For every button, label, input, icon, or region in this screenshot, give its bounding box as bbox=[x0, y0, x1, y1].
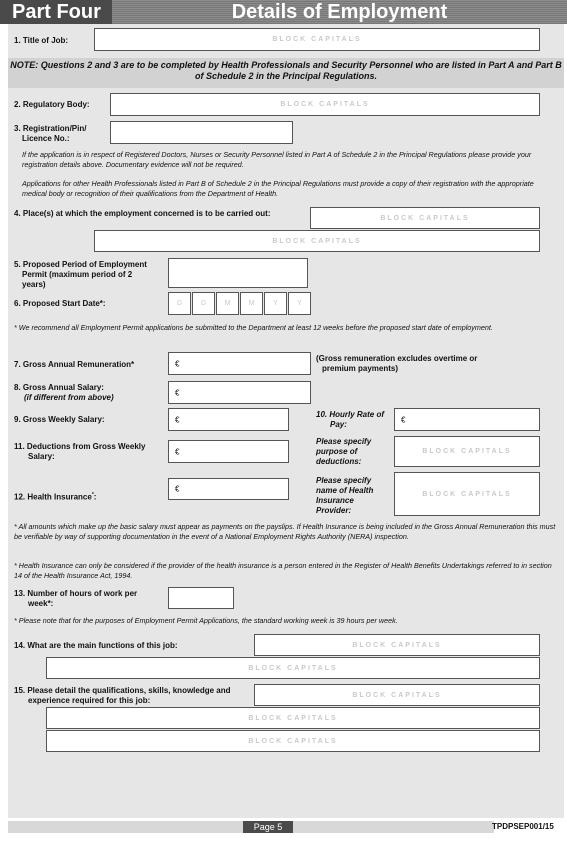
other-professionals-text: Applications for other Health Professionals listed in Part B of Schedule 2 in the Principal Regulations must provide a copy of their registration with the appropriate medical body or recognition of their qualifications from the Department of Health. bbox=[22, 179, 534, 198]
q7-note-line2: premium payments) bbox=[322, 364, 399, 373]
start-date-day-1[interactable]: D bbox=[168, 292, 191, 315]
q11-specify-line3: deductions: bbox=[316, 457, 362, 466]
q3-label-line2: Licence No.: bbox=[22, 134, 70, 143]
regulatory-body-placeholder: BLOCK CAPITALS bbox=[280, 101, 370, 108]
q5-label-line1: 5. Proposed Period of Employment bbox=[14, 260, 147, 269]
weekly-hours-field[interactable] bbox=[168, 587, 234, 609]
q4-label: 4. Place(s) at which the employment concerned is to be carried out: bbox=[14, 209, 271, 218]
euro-symbol: € bbox=[175, 484, 180, 494]
job-title-placeholder: BLOCK CAPITALS bbox=[272, 36, 362, 43]
registered-professionals-text: If the application is in respect of Registered Doctors, Nurses or Security Personnel listed in Part A of Schedule 2 in the Principal Regulations please provide your registration details above. Documentary evidence will not be required. bbox=[22, 150, 532, 169]
euro-symbol: € bbox=[175, 415, 180, 424]
employment-period-field[interactable] bbox=[168, 258, 308, 288]
q12-specify-line3: Insurance bbox=[316, 496, 354, 505]
q12-specify-line4: Provider: bbox=[316, 506, 352, 515]
note-banner: NOTE: Questions 2 and 3 are to be completed by Health Professionals and Security Personnel who are listed in Part A and Part B of Schedule 2 in the Principal Regulations. bbox=[8, 58, 564, 88]
start-date-year-2[interactable]: Y bbox=[288, 292, 311, 315]
q7-label: 7. Gross Annual Remuneration* bbox=[14, 360, 135, 369]
start-date-year-1[interactable]: Y bbox=[264, 292, 287, 315]
gross-annual-remuneration-field[interactable] bbox=[168, 352, 311, 375]
page-number: Page 5 bbox=[243, 821, 293, 833]
q11-label-line2: Salary: bbox=[28, 452, 55, 461]
q9-label: 9. Gross Weekly Salary: bbox=[14, 415, 105, 424]
gross-annual-salary-field[interactable] bbox=[168, 381, 311, 404]
start-date-day-2[interactable]: D bbox=[192, 292, 215, 315]
q5-label-line2: Permit (maximum period of 2 bbox=[22, 270, 133, 279]
euro-symbol: € bbox=[401, 415, 406, 424]
q14-label: 14. What are the main functions of this job: bbox=[14, 641, 178, 650]
hourly-rate-field[interactable] bbox=[394, 408, 540, 431]
q12-label: 12. Health Insurance*: bbox=[14, 492, 97, 502]
q11-specify-line2: purpose of bbox=[316, 447, 358, 456]
q15-label-line2: experience required for this job: bbox=[28, 696, 151, 705]
deductions-purpose-placeholder: BLOCK CAPITALS bbox=[422, 448, 512, 455]
q11-label-line1: 11. Deductions from Gross Weekly bbox=[14, 442, 146, 451]
gross-weekly-salary-field[interactable] bbox=[168, 408, 289, 431]
start-date-month-1[interactable]: M bbox=[216, 292, 239, 315]
q1-label: 1. Title of Job: bbox=[14, 36, 69, 45]
registration-number-field[interactable] bbox=[110, 121, 293, 144]
q12-specify-line2: name of Health bbox=[316, 486, 374, 495]
submission-recommendation-text: * We recommend all Employment Permit applications be submitted to the Department at least 12 weeks before the proposed start date of employment. bbox=[14, 323, 493, 332]
euro-symbol: € bbox=[175, 388, 180, 397]
q11-specify-line1: Please specify bbox=[316, 437, 372, 446]
qualifications-placeholder-1: BLOCK CAPITALS bbox=[352, 691, 442, 699]
part-label: Part Four bbox=[0, 0, 112, 24]
q12-asterisk: * bbox=[91, 492, 94, 498]
place-of-employment-placeholder-1: BLOCK CAPITALS bbox=[380, 214, 470, 222]
form-code: TPDPSEP001/15 bbox=[492, 822, 554, 831]
q5-label-line3: years) bbox=[22, 280, 46, 289]
insurance-provider-placeholder: BLOCK CAPITALS bbox=[422, 490, 512, 498]
q15-label-line1: 15. Please detail the qualifications, skills, knowledge and bbox=[14, 686, 231, 695]
qualifications-placeholder-3: BLOCK CAPITALS bbox=[248, 737, 338, 745]
qualifications-placeholder-2: BLOCK CAPITALS bbox=[248, 714, 338, 722]
start-date-month-2[interactable]: M bbox=[240, 292, 263, 315]
job-functions-placeholder-1: BLOCK CAPITALS bbox=[352, 641, 442, 649]
q8-label-line1: 8. Gross Annual Salary: bbox=[14, 383, 104, 392]
q10-label-line1: 10. Hourly Rate of bbox=[316, 410, 385, 419]
q10-label-line2: Pay: bbox=[330, 420, 347, 429]
page-header bbox=[0, 0, 567, 24]
q7-note-line1: (Gross remuneration excludes overtime or bbox=[316, 354, 478, 363]
q6-label: 6. Proposed Start Date*: bbox=[14, 299, 106, 308]
section-title: Details of Employment bbox=[112, 0, 567, 24]
q13-label-line2: week*: bbox=[28, 599, 54, 608]
q2-label: 2. Regulatory Body: bbox=[14, 100, 90, 109]
q8-label-line2: (if different from above) bbox=[24, 393, 114, 402]
health-insurance-note: * Health Insurance can only be considered if the provider of the health insurance is a person entered in the Register of Health Benefits Undertakings referred to in section 14 of the Health Insurance Act, 1994. bbox=[14, 561, 552, 580]
q13-label-line1: 13. Number of hours of work per bbox=[14, 589, 138, 598]
deductions-field[interactable] bbox=[168, 440, 289, 463]
place-of-employment-placeholder-2: BLOCK CAPITALS bbox=[272, 237, 362, 245]
euro-symbol: € bbox=[175, 447, 180, 456]
q12-specify-line1: Please specify bbox=[316, 476, 372, 485]
euro-symbol: € bbox=[175, 359, 180, 368]
health-insurance-field[interactable] bbox=[168, 478, 289, 500]
working-week-note: * Please note that for the purposes of Employment Permit Applications, the standard working week is 39 hours per week. bbox=[14, 616, 398, 625]
q3-label-line1: 3. Registration/Pin/ bbox=[14, 124, 87, 133]
job-functions-placeholder-2: BLOCK CAPITALS bbox=[248, 664, 338, 672]
amounts-note: * All amounts which make up the basic salary must appear as payments on the payslips. If Health Insurance is being included in the Gross Annual Remuneration this must be verifiable by way of supporting documentation in the event of a National Employment Rights Authority (NERA) inspection. bbox=[14, 522, 556, 541]
